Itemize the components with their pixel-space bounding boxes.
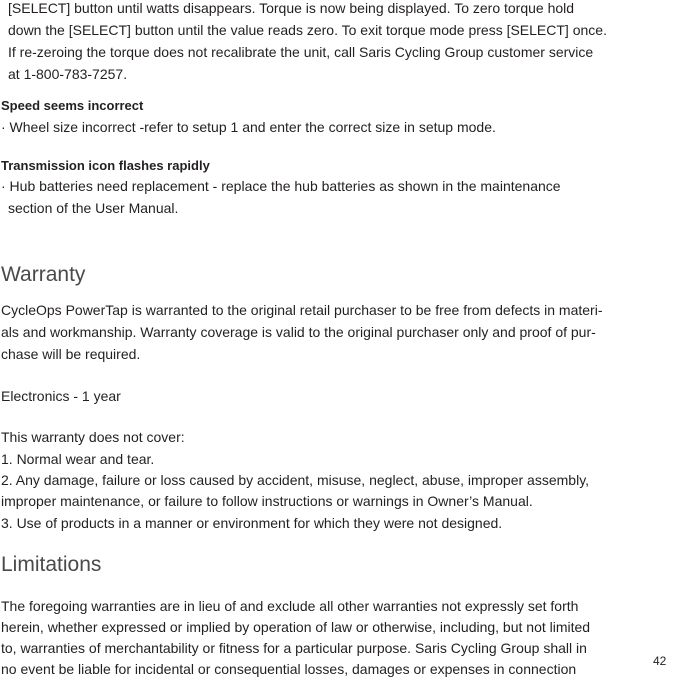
- limitations-line-2: herein, whether expressed or implied by operation of law or otherwise, including, but not limited: [1, 619, 591, 635]
- limitations-line-4: no event be liable for incidental or consequential losses, damages or expenses in connection: [1, 661, 577, 677]
- torque-text-line-2: down the [SELECT] button until the value reads zero. To exit torque mode press [SELECT] once.: [8, 22, 607, 38]
- warranty-intro-line-1: CycleOps PowerTap is warranted to the original retail purchaser to be free from defects in materi-: [1, 302, 603, 318]
- warranty-heading: Warranty: [1, 263, 86, 286]
- torque-text-line-1: [SELECT] button until watts disappears. Torque is now being displayed. To zero torque hold: [8, 0, 575, 16]
- speed-heading: Speed seems incorrect: [1, 98, 144, 113]
- warranty-exclusion-line-2: 2. Any damage, failure or loss caused by accident, misuse, neglect, abuse, improper assembly,: [1, 472, 590, 488]
- speed-item: · Wheel size incorrect -refer to setup 1 and enter the correct size in setup mode.: [1, 119, 496, 135]
- warranty-exclusion-line-1: 1. Normal wear and tear.: [1, 451, 155, 467]
- transmission-heading: Transmission icon flashes rapidly: [1, 158, 210, 173]
- warranty-exclusion-line-3: improper maintenance, or failure to follow instructions or warnings in Owner’s Manual.: [1, 493, 533, 509]
- page-number: 42: [653, 654, 667, 668]
- transmission-item-line-1: · Hub batteries need replacement - replace the hub batteries as shown in the maintenance: [1, 178, 561, 194]
- warranty-electronics: Electronics - 1 year: [1, 388, 121, 404]
- torque-text-line-4: at 1-800-783-7257.: [8, 66, 128, 82]
- torque-text-line-3: If re-zeroing the torque does not recalibrate the unit, call Saris Cycling Group customer service: [8, 44, 594, 60]
- transmission-item-line-2: section of the User Manual.: [8, 200, 179, 216]
- limitations-line-3: to, warranties of merchantability or fitness for a particular purpose. Saris Cycling Group shall in: [1, 640, 587, 656]
- warranty-not-cover-label: This warranty does not cover:: [1, 429, 185, 445]
- warranty-exclusion-line-4: 3. Use of products in a manner or environment for which they were not designed.: [1, 515, 503, 531]
- limitations-heading: Limitations: [1, 553, 102, 576]
- warranty-intro-line-2: als and workmanship. Warranty coverage is valid to the original purchaser only and proof of pur-: [1, 324, 596, 340]
- limitations-line-1: The foregoing warranties are in lieu of and exclude all other warranties not expressly set forth: [1, 598, 579, 614]
- warranty-intro-line-3: chase will be required.: [1, 346, 141, 362]
